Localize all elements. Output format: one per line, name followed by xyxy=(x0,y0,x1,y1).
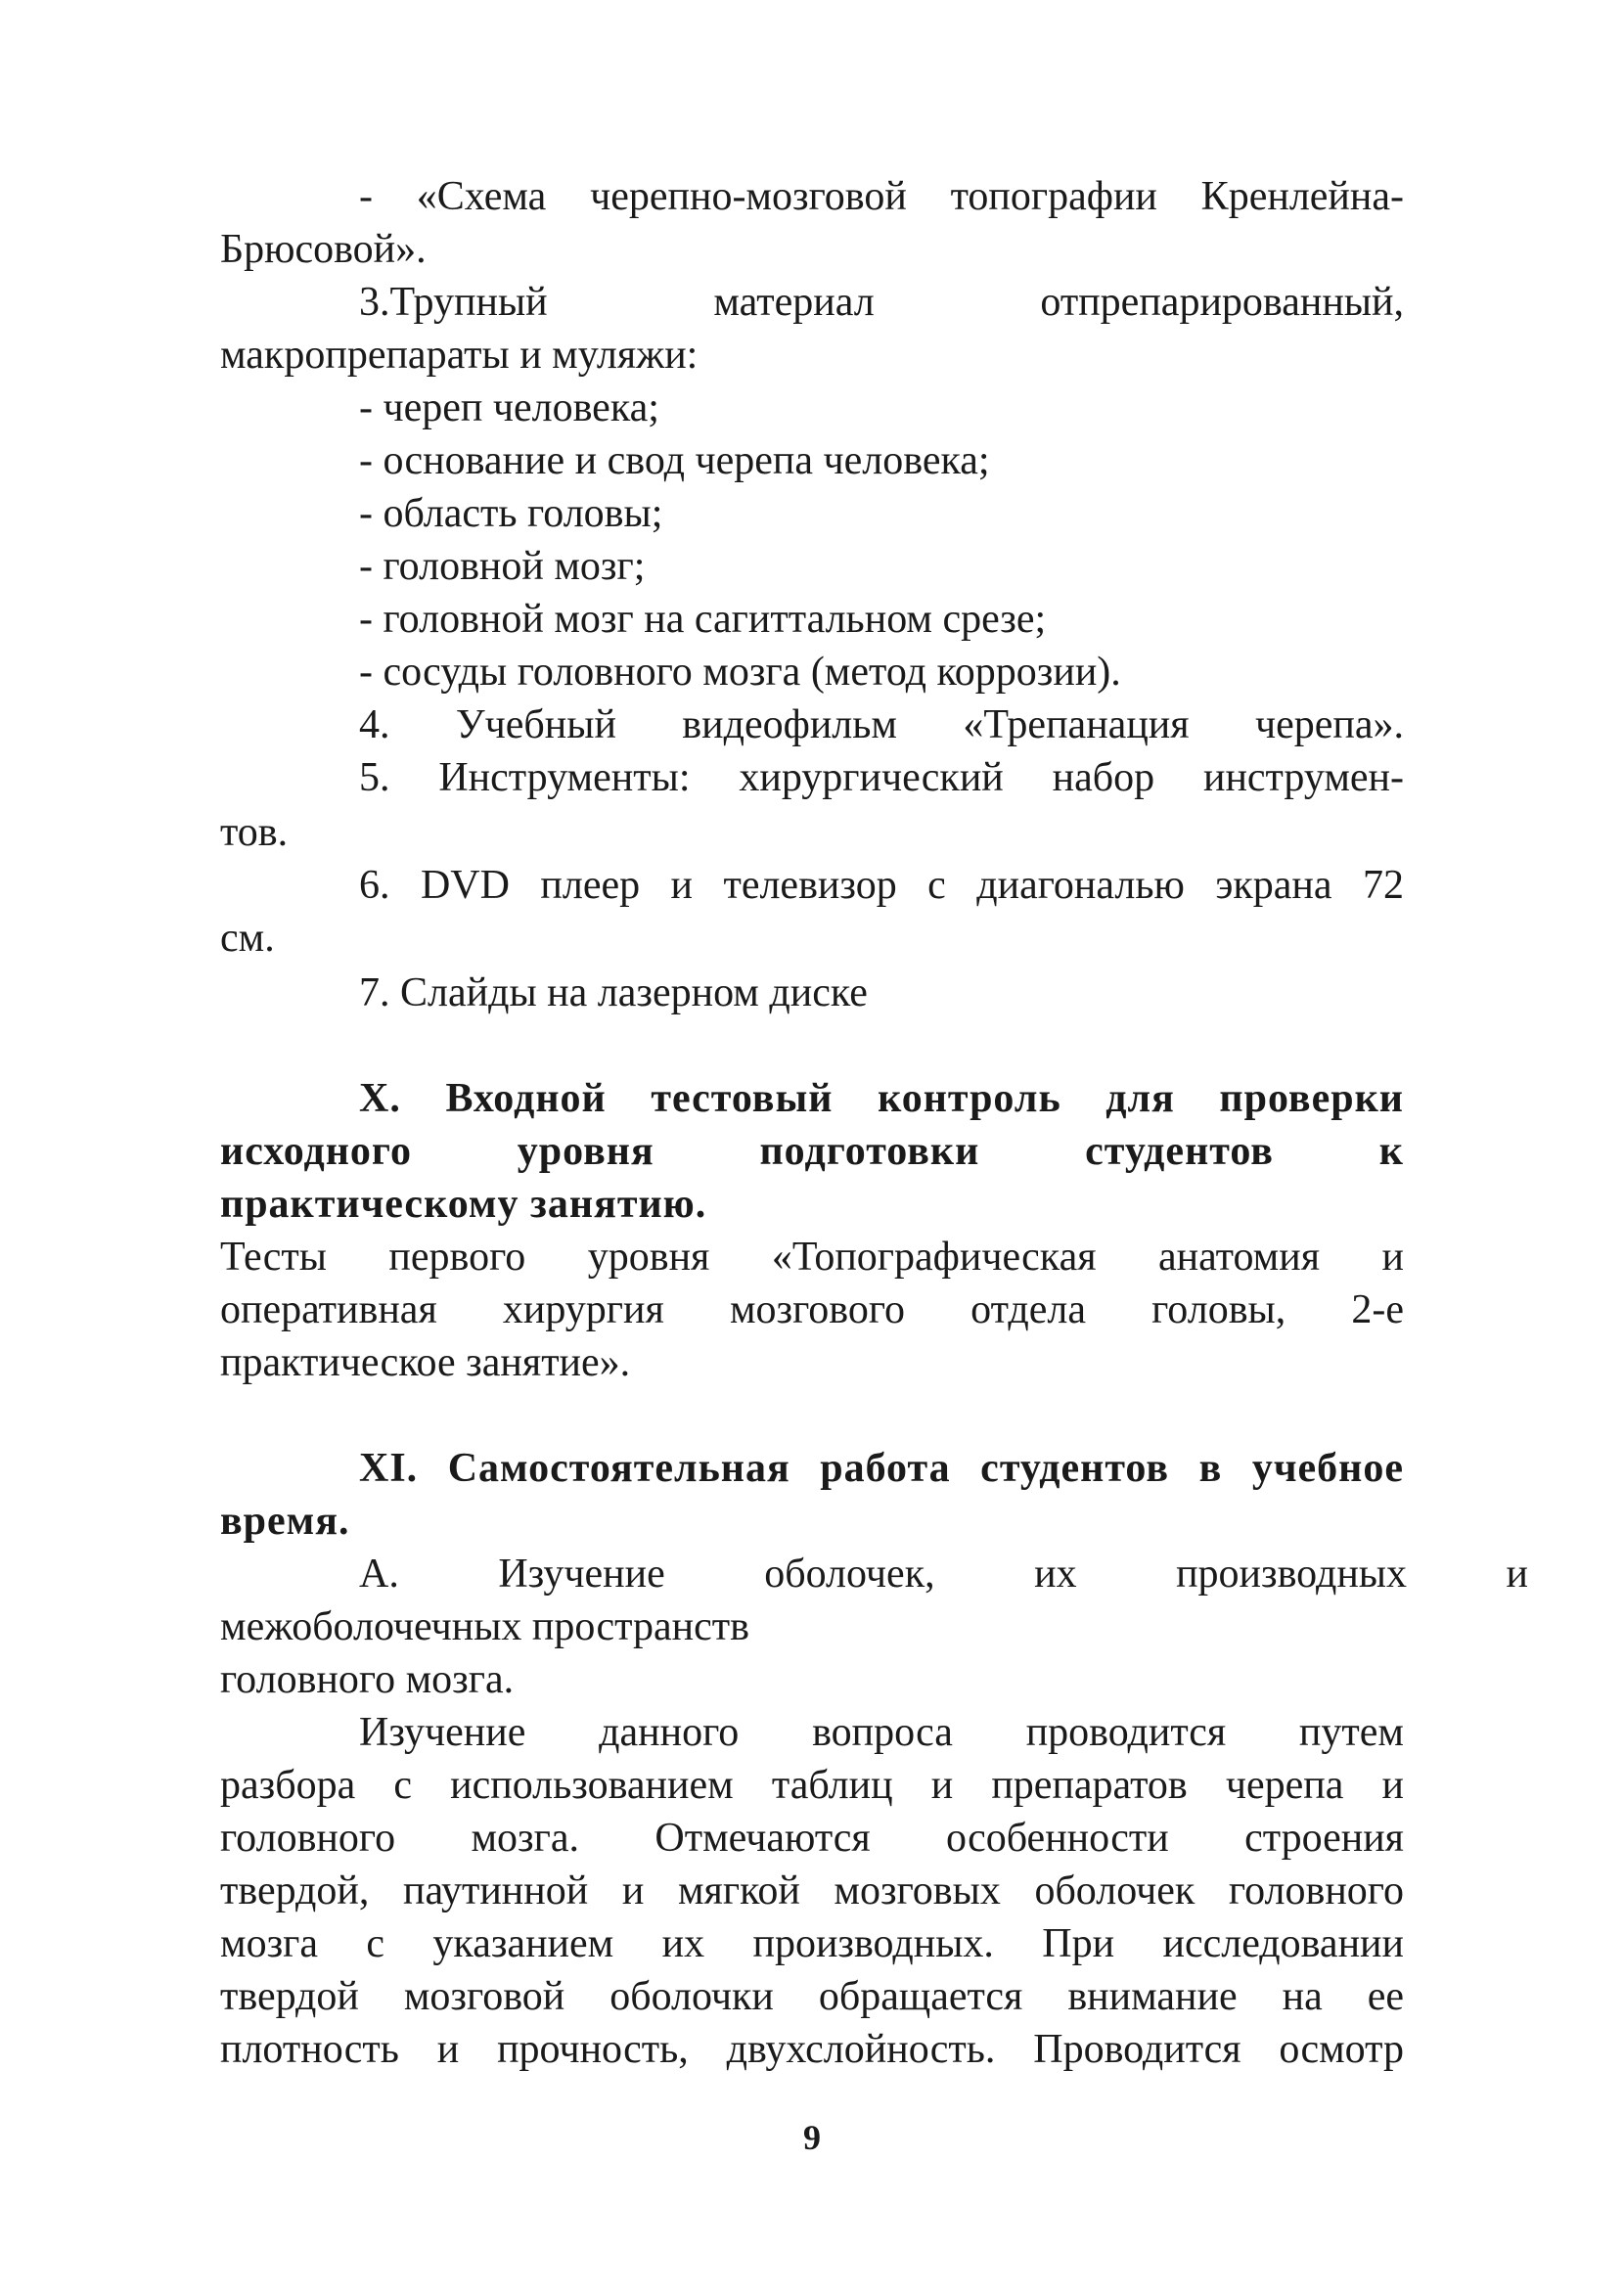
text-line: головного мозга. Отмечаются особенности строения xyxy=(220,1816,1404,1861)
text-line: Брюсовой». xyxy=(220,227,427,272)
text-line: А. Изучение оболочек, их производных и xyxy=(359,1552,1528,1597)
text-line: Изучение данного вопроса проводится путем xyxy=(359,1710,1404,1755)
list-item: - основание и свод черепа человека; xyxy=(359,438,990,483)
text-line: мозга с указанием их производных. При исследовании xyxy=(220,1921,1404,1966)
text-line: межоболочечных пространств xyxy=(220,1604,749,1649)
list-item: - головной мозг; xyxy=(359,544,646,589)
list-item: - сосуды головного мозга (метод коррозии). xyxy=(359,650,1121,695)
text-line: головного мозга. xyxy=(220,1657,515,1702)
list-item: 5. Инструменты: хирургический набор инструмен- xyxy=(359,755,1404,800)
text-line: практическое занятие». xyxy=(220,1340,631,1385)
section-heading: исходного уровня подготовки студентов к xyxy=(220,1129,1404,1174)
text-line: твердой, паутинной и мягкой мозговых оболочек головного xyxy=(220,1868,1404,1913)
text-line: оперативная хирургия мозгового отдела головы, 2-е xyxy=(220,1287,1404,1332)
section-heading: X. Входной тестовый контроль для проверки xyxy=(359,1076,1404,1121)
text-line: см. xyxy=(220,916,275,961)
list-item: 7. Слайды на лазерном диске xyxy=(359,970,868,1015)
text-line: Тесты первого уровня «Топографическая анатомия и xyxy=(220,1235,1404,1280)
text-line: - «Схема черепно-мозговой топографии Кренлейна- xyxy=(359,174,1404,219)
text-line: тов. xyxy=(220,810,289,855)
list-item: 6. DVD плеер и телевизор с диагональю экрана 72 xyxy=(359,863,1404,908)
text-line: плотность и прочность, двухслойность. Проводится осмотр xyxy=(220,2027,1404,2072)
section-heading: практическому занятию. xyxy=(220,1182,707,1227)
list-item: 4. Учебный видеофильм «Трепанация черепа». xyxy=(359,702,1404,747)
text-line: макропрепараты и муляжи: xyxy=(220,333,699,378)
list-item: - область головы; xyxy=(359,491,663,536)
section-heading: XI. Самостоятельная работа студентов в учебное xyxy=(359,1446,1404,1491)
list-item: - череп человека; xyxy=(359,385,659,430)
text-line: твердой мозговой оболочки обращается внимание на ее xyxy=(220,1974,1404,2019)
page-number: 9 xyxy=(803,2118,821,2157)
text-line: 3.Трупный материал отпрепарированный, xyxy=(359,280,1404,325)
text-line: разбора с использованием таблиц и препаратов черепа и xyxy=(220,1763,1404,1808)
section-heading: время. xyxy=(220,1499,350,1544)
list-item: - головной мозг на сагиттальном срезе; xyxy=(359,597,1047,642)
